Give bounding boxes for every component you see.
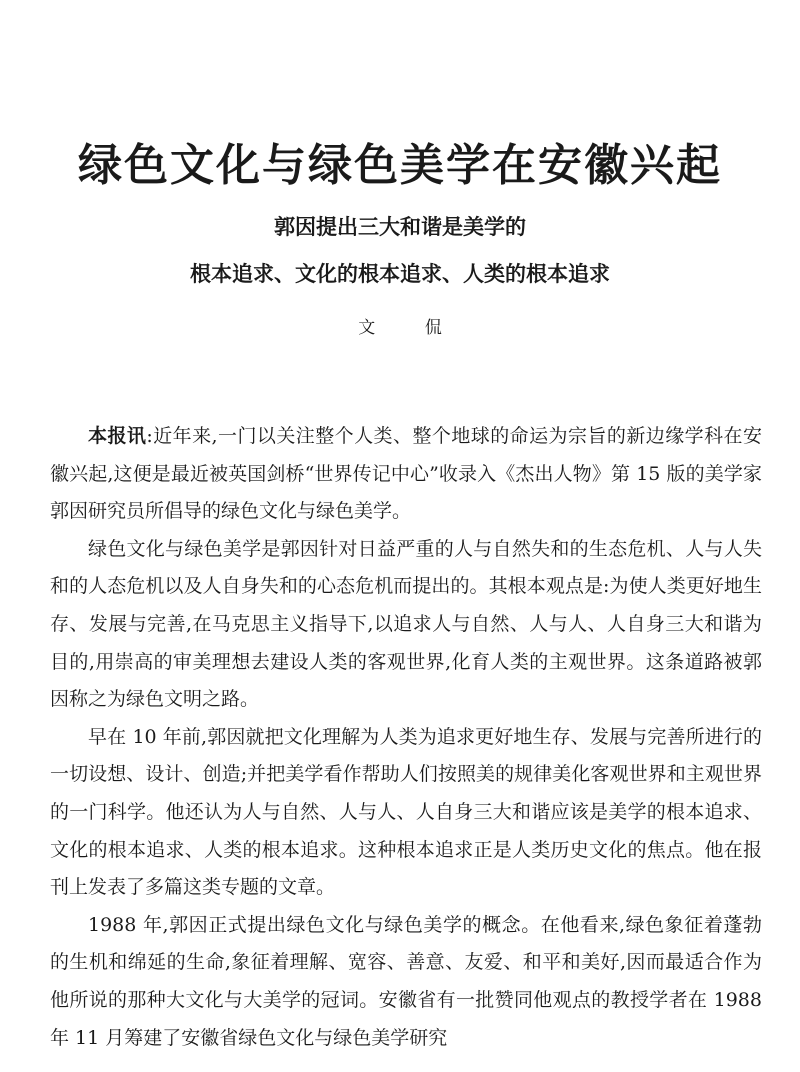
article-author: 文 侃 xyxy=(358,318,460,338)
paragraph-1 xyxy=(50,418,762,531)
paragraph-1-text: :近年来,一门以关注整个人类、整个地球的命运为宗旨的新边缘学科在安徽兴起,这便是最近被英国剑桥“世界传记中心”收录入《杰出人物》第 15 版的美学家郭因研究员所倡导的绿色文化与绿色美学。 xyxy=(50,425,762,523)
news-lead-label: 本报讯 xyxy=(88,425,147,447)
article-title: 绿色文化与绿色美学在安徽兴起 xyxy=(78,140,722,191)
article-body xyxy=(50,418,762,1057)
paragraph-4: 1988 年,郭因正式提出绿色文化与绿色美学的概念。在他看来,绿色象征着蓬勃的生机和绵延的生命,象征着理解、宽容、善意、友爱、和平和美好,因而最适合作为他所说的那种大文化与大美学的冠词。安徽省有一批赞同他观点的教授学者在 1988 年 11 月筹建了安徽省绿色文化与绿色美学研究 xyxy=(50,913,762,1049)
article-subtitle-line-1: 郭因提出三大和谐是美学的 xyxy=(274,215,526,239)
paragraph-2: 绿色文化与绿色美学是郭因针对日益严重的人与自然失和的生态危机、人与人失和的人态危机以及人自身失和的心态危机而提出的。其根本观点是:为使人类更好地生存、发展与完善,在马克思主义指导下,以追求人与自然、人与人、人自身三大和谐为目的,用崇高的审美理想去建设人类的客观世界,化育人类的主观世界。这条道路被郭因称之为绿色文明之路。 xyxy=(50,537,762,711)
paragraph-3: 早在 10 年前,郭因就把文化理解为人类为追求更好地生存、发展与完善所进行的一切设想、设计、创造;并把美学看作帮助人们按照美的规律美化客观世界和主观世界的一门科学。他还认为人与自然、人与人、人自身三大和谐应该是美学的根本追求、文化的根本追求、人类的根本追求。这种根本追求正是人类历史文化的焦点。他在报刊上发表了多篇这类专题的文章。 xyxy=(50,725,762,899)
article-subtitle-line-2: 根本追求、文化的根本追求、人类的根本追求 xyxy=(190,262,610,286)
